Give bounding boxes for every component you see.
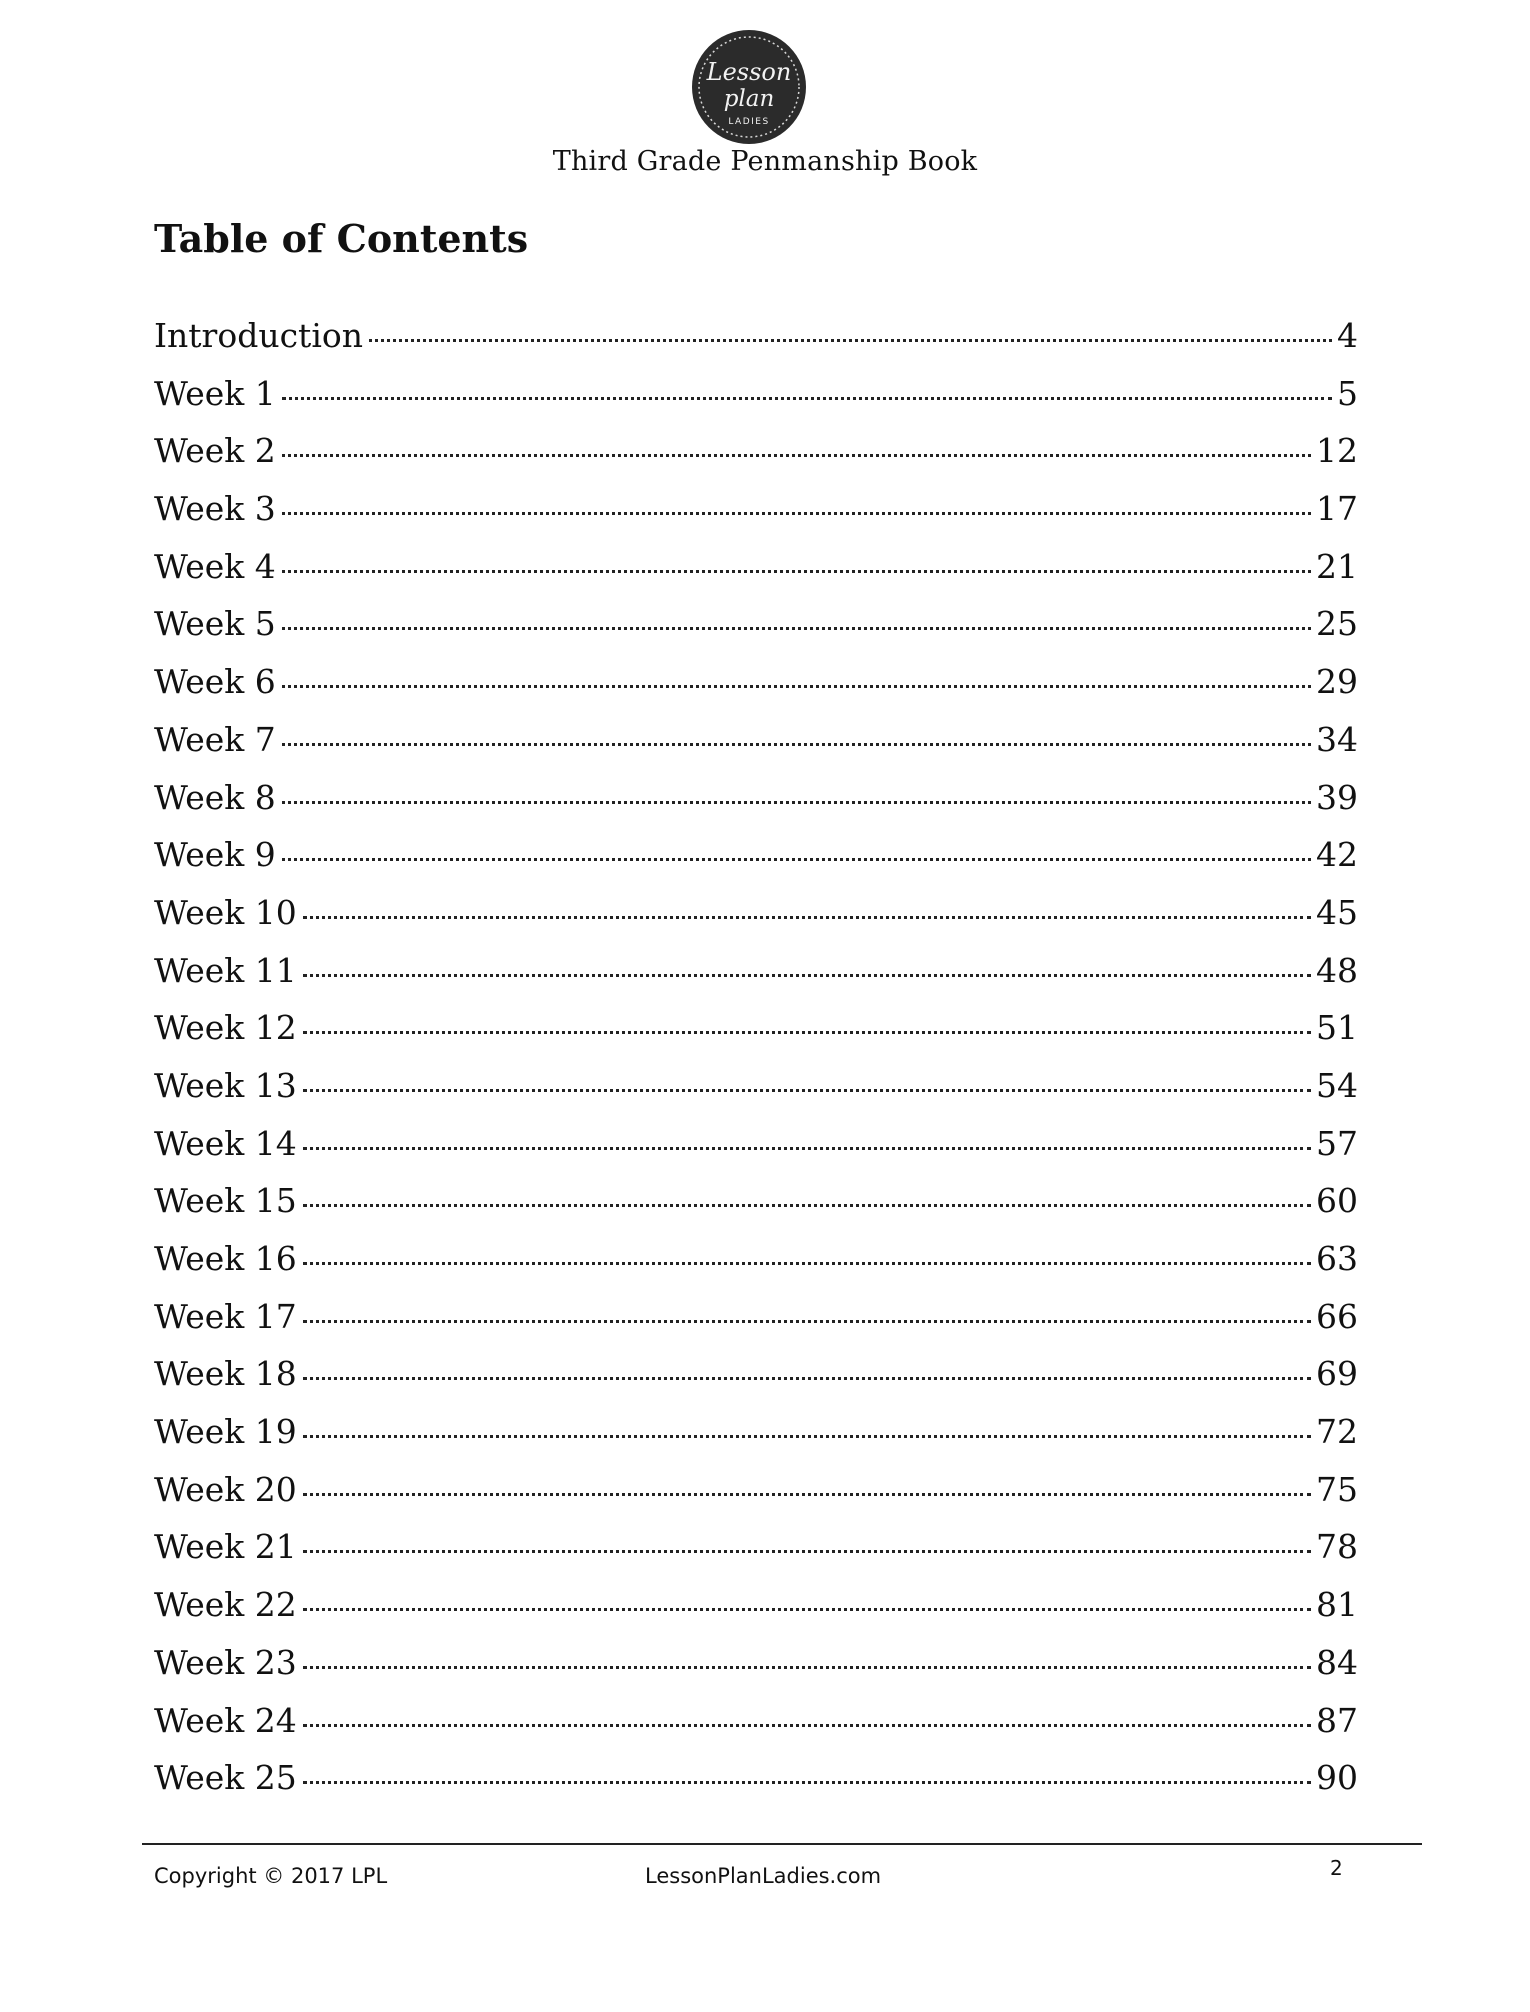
toc-entry[interactable] (154, 547, 1358, 605)
toc-dot-leader (282, 743, 1311, 746)
toc-entry-page: 42 (1316, 835, 1358, 875)
toc-dot-leader (303, 1320, 1311, 1323)
toc-dot-leader (303, 916, 1311, 919)
toc-entry-page: 78 (1316, 1527, 1358, 1567)
toc-entry-label: Week 4 (154, 546, 276, 586)
toc-dot-leader (303, 1724, 1311, 1727)
toc-entry-page: 90 (1316, 1758, 1358, 1798)
toc-dot-leader (282, 454, 1311, 457)
footer-divider (142, 1843, 1422, 1845)
toc-entry[interactable] (154, 1297, 1358, 1355)
toc-entry-page: 51 (1316, 1008, 1358, 1048)
toc-entry-page: 72 (1316, 1412, 1358, 1452)
toc-entry[interactable] (154, 374, 1358, 432)
toc-entry-page: 17 (1316, 489, 1358, 529)
toc-entry-label: Week 10 (154, 892, 297, 932)
toc-entry-page: 5 (1337, 373, 1358, 413)
toc-entry-page: 87 (1316, 1700, 1358, 1740)
logo-line-1: Lesson (706, 58, 792, 86)
toc-dot-leader (303, 974, 1311, 977)
toc-dot-leader (282, 685, 1311, 688)
toc-entry-page: 84 (1316, 1642, 1358, 1682)
toc-dot-leader (303, 1377, 1311, 1380)
toc-entry-label: Week 7 (154, 719, 276, 759)
toc-entry[interactable] (154, 1527, 1358, 1585)
toc-entry[interactable] (154, 835, 1358, 893)
toc-list (154, 316, 1358, 1816)
toc-dot-leader (303, 1147, 1311, 1150)
toc-entry-page: 29 (1316, 662, 1358, 702)
toc-entry[interactable] (154, 1066, 1358, 1124)
toc-entry-label: Week 21 (154, 1527, 297, 1567)
toc-entry[interactable] (154, 1643, 1358, 1701)
toc-entry[interactable] (154, 604, 1358, 662)
toc-entry-label: Week 23 (154, 1642, 297, 1682)
toc-entry-page: 25 (1316, 604, 1358, 644)
toc-entry-label: Week 22 (154, 1585, 297, 1625)
toc-entry-page: 57 (1316, 1123, 1358, 1163)
toc-dot-leader (303, 1550, 1311, 1553)
toc-entry-page: 12 (1316, 431, 1358, 471)
toc-dot-leader (303, 1608, 1311, 1611)
toc-entry-label: Week 19 (154, 1412, 297, 1452)
toc-heading: Table of Contents (154, 216, 529, 261)
toc-dot-leader (303, 1204, 1311, 1207)
footer-website: LessonPlanLadies.com (645, 1864, 882, 1888)
toc-entry[interactable] (154, 1701, 1358, 1759)
toc-entry-page: 39 (1316, 777, 1358, 817)
toc-entry-label: Week 25 (154, 1758, 297, 1798)
toc-dot-leader (303, 1031, 1311, 1034)
toc-entry-label: Week 9 (154, 835, 276, 875)
toc-entry[interactable] (154, 662, 1358, 720)
toc-dot-leader (303, 1781, 1311, 1784)
toc-entry-label: Week 14 (154, 1123, 297, 1163)
toc-entry-page: 75 (1316, 1469, 1358, 1509)
toc-entry-label: Introduction (154, 316, 363, 355)
toc-dot-leader (303, 1089, 1311, 1092)
toc-entry-page: 34 (1316, 719, 1358, 759)
toc-entry-label: Week 16 (154, 1239, 297, 1278)
toc-dot-leader (282, 397, 1332, 400)
toc-dot-leader (303, 1435, 1311, 1438)
toc-dot-leader (282, 627, 1311, 630)
logo-line-2: plan (723, 86, 775, 112)
toc-dot-leader (303, 1493, 1311, 1496)
toc-entry[interactable] (154, 1181, 1358, 1239)
toc-entry-page: 66 (1316, 1296, 1358, 1336)
logo-badge-icon (690, 28, 808, 146)
lesson-plan-ladies-logo (690, 28, 808, 146)
toc-entry-label: Week 20 (154, 1469, 297, 1509)
toc-entry-page: 54 (1316, 1065, 1358, 1105)
toc-entry-label: Week 12 (154, 1008, 297, 1048)
toc-entry-page: 21 (1316, 546, 1358, 586)
toc-dot-leader (282, 570, 1311, 573)
footer-copyright: Copyright © 2017 LPL (154, 1864, 388, 1888)
toc-dot-leader (369, 339, 1332, 342)
toc-entry-page: 4 (1337, 316, 1358, 355)
toc-dot-leader (282, 512, 1311, 515)
toc-entry-label: Week 11 (154, 950, 297, 990)
toc-entry[interactable] (154, 1412, 1358, 1470)
toc-entry-page: 63 (1316, 1239, 1358, 1278)
toc-entry-label: Week 2 (154, 431, 276, 471)
toc-entry[interactable] (154, 1239, 1358, 1297)
toc-dot-leader (303, 1666, 1311, 1669)
toc-entry[interactable] (154, 1354, 1358, 1412)
footer-page-number: 2 (1330, 1856, 1343, 1880)
toc-entry-label: Week 1 (154, 373, 276, 413)
toc-entry[interactable] (154, 316, 1358, 374)
toc-entry-page: 48 (1316, 950, 1358, 990)
toc-entry[interactable] (154, 1585, 1358, 1643)
toc-entry[interactable] (154, 489, 1358, 547)
toc-entry[interactable] (154, 1470, 1358, 1528)
toc-entry[interactable] (154, 1758, 1358, 1816)
toc-entry-label: Week 17 (154, 1296, 297, 1336)
toc-entry[interactable] (154, 1124, 1358, 1182)
toc-entry-label: Week 13 (154, 1065, 297, 1105)
toc-entry[interactable] (154, 1008, 1358, 1066)
toc-entry-page: 69 (1316, 1354, 1358, 1394)
toc-dot-leader (303, 1262, 1311, 1265)
toc-entry-label: Week 6 (154, 662, 276, 702)
toc-dot-leader (282, 858, 1311, 861)
toc-entry-label: Week 8 (154, 777, 276, 817)
toc-entry[interactable] (154, 951, 1358, 1009)
toc-entry-page: 81 (1316, 1585, 1358, 1625)
toc-entry-label: Week 15 (154, 1181, 297, 1221)
toc-dot-leader (282, 801, 1311, 804)
toc-entry[interactable] (154, 431, 1358, 489)
toc-entry-page: 45 (1316, 892, 1358, 932)
toc-entry-label: Week 5 (154, 604, 276, 644)
book-title: Third Grade Penmanship Book (552, 146, 978, 177)
toc-entry[interactable] (154, 893, 1358, 951)
logo-line-3: LADIES (728, 117, 770, 127)
toc-entry[interactable] (154, 720, 1358, 778)
toc-entry-label: Week 3 (154, 489, 276, 529)
toc-entry-page: 60 (1316, 1181, 1358, 1221)
toc-entry-label: Week 24 (154, 1700, 297, 1740)
toc-entry[interactable] (154, 778, 1358, 836)
toc-entry-label: Week 18 (154, 1354, 297, 1394)
